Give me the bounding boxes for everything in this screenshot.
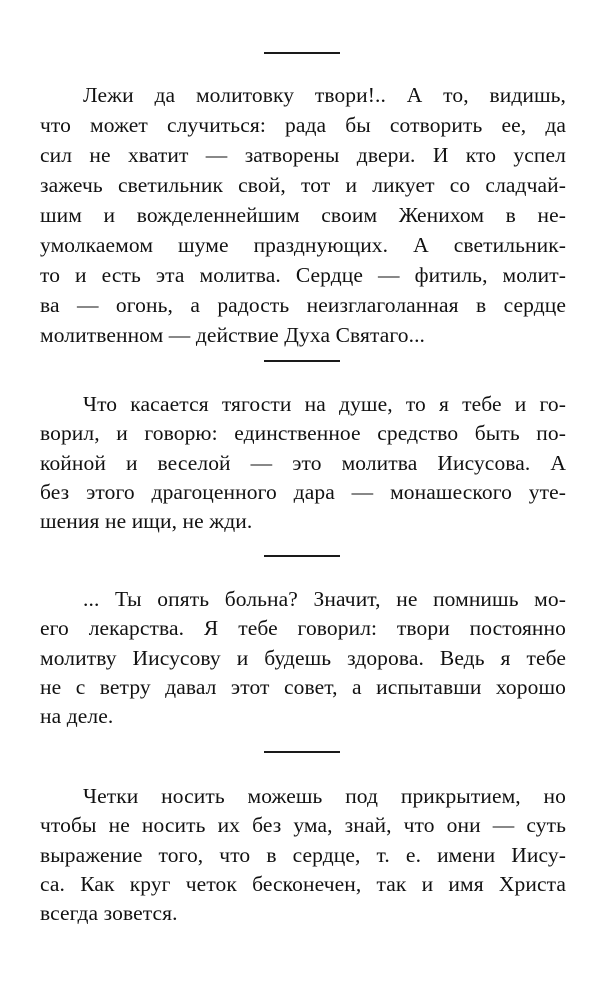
text-line: сил не хватит — затворены двери. И кто успел xyxy=(40,143,566,167)
text-line: молитву Иисусову и будешь здорова. Ведь я тебе xyxy=(40,645,566,670)
section-separator xyxy=(264,555,340,557)
section-separator xyxy=(264,751,340,753)
paragraph-4 xyxy=(40,782,566,928)
text-line: койной и веселой — это молитва Иисусова. А xyxy=(40,450,566,475)
text-line: зажечь светильник свой, тот и ликует со сладчай- xyxy=(40,173,566,197)
text-line: шения не ищи, не жди. xyxy=(40,509,253,534)
paragraph-3 xyxy=(40,585,566,731)
text-line: не с ветру давал этот совет, а испытавши хорошо xyxy=(40,674,566,699)
section-separator xyxy=(264,52,340,54)
text-line: чтобы не носить их без ума, знай, что они — суть xyxy=(40,813,566,838)
text-line: выражение того, что в сердце, т. е. имени Иису- xyxy=(40,842,566,867)
text-line: без этого драгоценного дара — монашеского уте- xyxy=(40,479,566,504)
text-line: шим и вожделеннейшим своим Женихом в не- xyxy=(40,203,566,227)
text-line: Четки носить можешь под прикрытием, но xyxy=(83,784,566,808)
paragraph-2 xyxy=(40,390,566,536)
text-line: то и есть эта молитва. Сердце — фитиль, молит- xyxy=(40,263,566,287)
text-line: умолкаемом шуме празднующих. А светильник- xyxy=(40,233,566,257)
text-line: са. Как круг четок бесконечен, так и имя Христа xyxy=(40,871,566,896)
text-line: его лекарства. Я тебе говорил: твори постоянно xyxy=(40,616,566,641)
section-separator xyxy=(264,360,340,362)
text-line: всегда зовется. xyxy=(40,901,178,926)
text-line: молитвенном — действие Духа Святаго... xyxy=(40,323,426,347)
text-line: Что касается тягости на душе, то я тебе и го- xyxy=(83,392,566,416)
text-line: ворил, и говорю: единственное средство быть по- xyxy=(40,421,566,446)
text-line: ва — огонь, а радость неизглаголанная в сердце xyxy=(40,293,566,317)
text-line: Лежи да молитовку твори!.. А то, видишь, xyxy=(83,83,566,107)
text-line: на деле. xyxy=(40,704,114,729)
text-line: ... Ты опять больна? Значит, не помнишь мо- xyxy=(83,587,566,611)
text-line: что может случиться: рада бы сотворить ее, да xyxy=(40,113,566,137)
paragraph-1 xyxy=(40,80,566,350)
